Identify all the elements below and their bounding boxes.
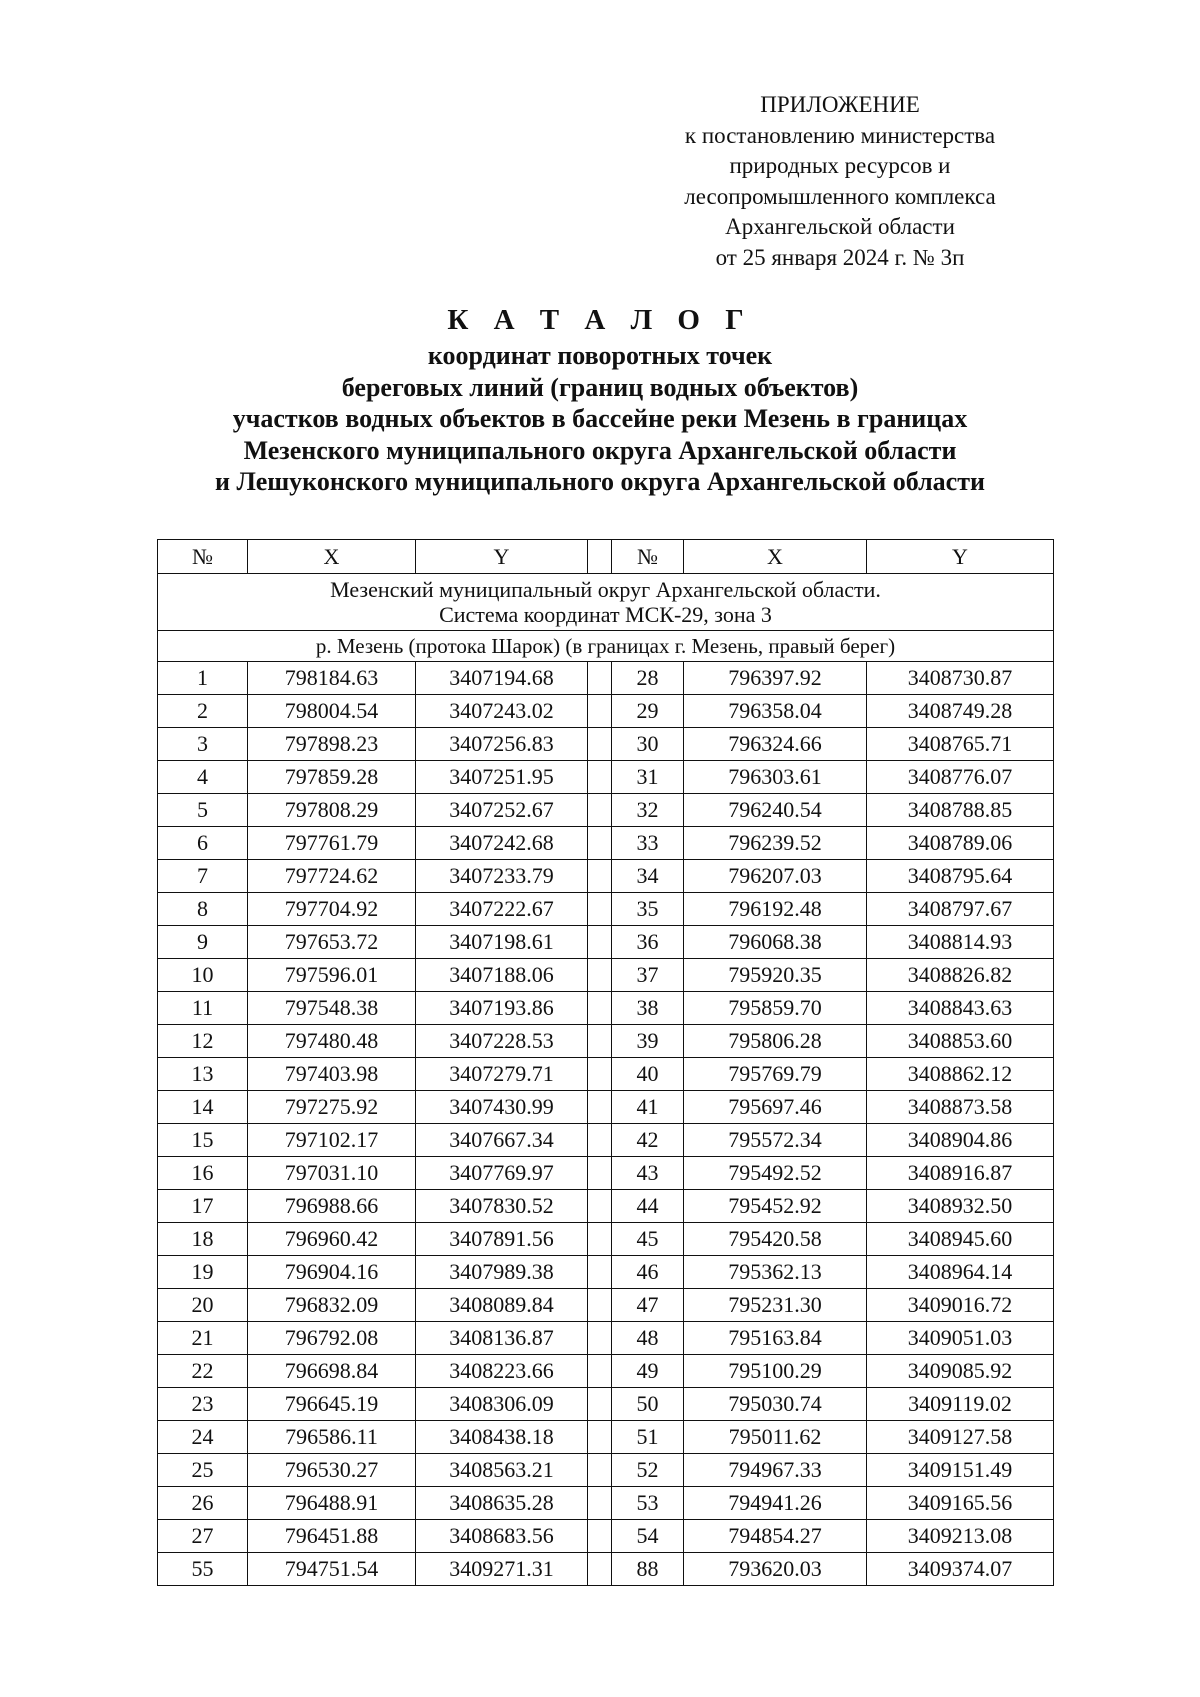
cell-spacer: [588, 893, 612, 926]
cell-x-value: 795806.28: [684, 1025, 867, 1058]
section-coordinate-system: Система координат МСК-29, зона 3: [439, 602, 772, 627]
cell-y-value: 3407193.86: [416, 992, 588, 1025]
cell-point-number: 2: [158, 695, 248, 728]
cell-point-number: 19: [158, 1256, 248, 1289]
cell-y-value: 3408945.60: [867, 1223, 1054, 1256]
cell-point-number: 12: [158, 1025, 248, 1058]
cell-point-number: 21: [158, 1322, 248, 1355]
cell-x-value: 795572.34: [684, 1124, 867, 1157]
cell-point-number: 5: [158, 794, 248, 827]
cell-y-value: 3409051.03: [867, 1322, 1054, 1355]
heading-line: береговых линий (границ водных объектов): [341, 372, 859, 402]
cell-x-value: 796192.48: [684, 893, 867, 926]
table-row: [158, 1190, 1054, 1223]
cell-point-number: 38: [612, 992, 684, 1025]
cell-x-value: 795452.92: [684, 1190, 867, 1223]
cell-point-number: 34: [612, 860, 684, 893]
heading-line: Мезенского муниципального округа Архангельской области: [243, 435, 957, 465]
cell-point-number: 27: [158, 1520, 248, 1553]
cell-y-value: 3408089.84: [416, 1289, 588, 1322]
cell-spacer: [588, 1421, 612, 1454]
cell-point-number: 11: [158, 992, 248, 1025]
cell-x-value: 795030.74: [684, 1388, 867, 1421]
cell-spacer: [588, 1190, 612, 1223]
cell-point-number: 55: [158, 1553, 248, 1586]
cell-point-number: 46: [612, 1256, 684, 1289]
cell-y-value: 3408932.50: [867, 1190, 1054, 1223]
cell-x-value: 795859.70: [684, 992, 867, 1025]
table-row: [158, 1388, 1054, 1421]
cell-y-value: 3408853.60: [867, 1025, 1054, 1058]
column-header-number: №: [612, 540, 684, 574]
cell-x-value: 797102.17: [248, 1124, 416, 1157]
cell-y-value: 3408916.87: [867, 1157, 1054, 1190]
cell-x-value: 796239.52: [684, 827, 867, 860]
cell-y-value: 3409165.56: [867, 1487, 1054, 1520]
appendix-block: [600, 90, 1080, 273]
table-row: [158, 1025, 1054, 1058]
cell-x-value: 795163.84: [684, 1322, 867, 1355]
cell-point-number: 10: [158, 959, 248, 992]
table-row: [158, 1487, 1054, 1520]
cell-y-value: 3408306.09: [416, 1388, 588, 1421]
cell-y-value: 3408635.28: [416, 1487, 588, 1520]
cell-spacer: [588, 728, 612, 761]
cell-x-value: 797653.72: [248, 926, 416, 959]
table-row: [158, 926, 1054, 959]
cell-x-value: 796358.04: [684, 695, 867, 728]
cell-y-value: 3408776.07: [867, 761, 1054, 794]
catalog-title: К А Т А Л О Г: [447, 304, 753, 336]
cell-x-value: 796303.61: [684, 761, 867, 794]
cell-x-value: 795697.46: [684, 1091, 867, 1124]
cell-y-value: 3407279.71: [416, 1058, 588, 1091]
cell-y-value: 3407194.68: [416, 662, 588, 695]
cell-y-value: 3408223.66: [416, 1355, 588, 1388]
cell-y-value: 3407989.38: [416, 1256, 588, 1289]
cell-point-number: 48: [612, 1322, 684, 1355]
cell-point-number: 1: [158, 662, 248, 695]
cell-y-value: 3407251.95: [416, 761, 588, 794]
cell-y-value: 3408789.06: [867, 827, 1054, 860]
column-header-x: X: [248, 540, 416, 574]
cell-point-number: 39: [612, 1025, 684, 1058]
cell-y-value: 3408795.64: [867, 860, 1054, 893]
cell-point-number: 30: [612, 728, 684, 761]
cell-y-value: 3409151.49: [867, 1454, 1054, 1487]
appendix-line: природных ресурсов и: [729, 153, 951, 178]
cell-x-value: 797859.28: [248, 761, 416, 794]
cell-point-number: 6: [158, 827, 248, 860]
cell-y-value: 3408814.93: [867, 926, 1054, 959]
cell-y-value: 3407198.61: [416, 926, 588, 959]
cell-point-number: 9: [158, 926, 248, 959]
table-row: [158, 1520, 1054, 1553]
cell-x-value: 797403.98: [248, 1058, 416, 1091]
cell-point-number: 3: [158, 728, 248, 761]
cell-spacer: [588, 1157, 612, 1190]
table-header-row: [158, 540, 1054, 574]
cell-point-number: 37: [612, 959, 684, 992]
cell-point-number: 23: [158, 1388, 248, 1421]
cell-spacer: [588, 1058, 612, 1091]
cell-spacer: [588, 827, 612, 860]
column-header-number: №: [158, 540, 248, 574]
table-row: [158, 1421, 1054, 1454]
cell-x-value: 797704.92: [248, 893, 416, 926]
cell-x-value: 795769.79: [684, 1058, 867, 1091]
catalog-heading: [0, 303, 1200, 498]
cell-x-value: 797548.38: [248, 992, 416, 1025]
appendix-line: ПРИЛОЖЕНИЕ: [760, 92, 920, 117]
cell-point-number: 31: [612, 761, 684, 794]
cell-spacer: [588, 794, 612, 827]
cell-spacer: [588, 959, 612, 992]
cell-x-value: 796451.88: [248, 1520, 416, 1553]
section-row: [158, 574, 1054, 631]
cell-point-number: 88: [612, 1553, 684, 1586]
cell-y-value: 3408904.86: [867, 1124, 1054, 1157]
cell-point-number: 51: [612, 1421, 684, 1454]
cell-point-number: 28: [612, 662, 684, 695]
cell-x-value: 797031.10: [248, 1157, 416, 1190]
cell-y-value: 3408765.71: [867, 728, 1054, 761]
cell-point-number: 42: [612, 1124, 684, 1157]
appendix-line: Архангельской области: [725, 214, 955, 239]
cell-spacer: [588, 761, 612, 794]
cell-y-value: 3409374.07: [867, 1553, 1054, 1586]
cell-point-number: 18: [158, 1223, 248, 1256]
cell-y-value: 3409085.92: [867, 1355, 1054, 1388]
table-row: [158, 893, 1054, 926]
cell-point-number: 44: [612, 1190, 684, 1223]
heading-line: координат поворотных точек: [427, 341, 773, 370]
table-row: [158, 1289, 1054, 1322]
cell-spacer: [588, 1520, 612, 1553]
cell-point-number: 26: [158, 1487, 248, 1520]
cell-point-number: 20: [158, 1289, 248, 1322]
cell-point-number: 15: [158, 1124, 248, 1157]
cell-point-number: 54: [612, 1520, 684, 1553]
cell-x-value: 797480.48: [248, 1025, 416, 1058]
appendix-line: лесопромышленного комплекса: [684, 183, 996, 209]
cell-x-value: 796207.03: [684, 860, 867, 893]
cell-x-value: 796698.84: [248, 1355, 416, 1388]
cell-point-number: 41: [612, 1091, 684, 1124]
cell-point-number: 16: [158, 1157, 248, 1190]
cell-point-number: 22: [158, 1355, 248, 1388]
cell-y-value: 3408438.18: [416, 1421, 588, 1454]
cell-x-value: 793620.03: [684, 1553, 867, 1586]
cell-x-value: 795231.30: [684, 1289, 867, 1322]
cell-x-value: 796488.91: [248, 1487, 416, 1520]
cell-x-value: 797898.23: [248, 728, 416, 761]
cell-y-value: 3408730.87: [867, 662, 1054, 695]
cell-y-value: 3408862.12: [867, 1058, 1054, 1091]
cell-y-value: 3407769.97: [416, 1157, 588, 1190]
cell-y-value: 3408797.67: [867, 893, 1054, 926]
cell-x-value: 796960.42: [248, 1223, 416, 1256]
cell-x-value: 794751.54: [248, 1553, 416, 1586]
cell-spacer: [588, 860, 612, 893]
cell-x-value: 794854.27: [684, 1520, 867, 1553]
table-row: [158, 1223, 1054, 1256]
cell-y-value: 3408749.28: [867, 695, 1054, 728]
cell-y-value: 3409127.58: [867, 1421, 1054, 1454]
cell-point-number: 4: [158, 761, 248, 794]
cell-y-value: 3407252.67: [416, 794, 588, 827]
table-row: [158, 1355, 1054, 1388]
cell-spacer: [588, 1091, 612, 1124]
cell-x-value: 795362.13: [684, 1256, 867, 1289]
cell-spacer: [588, 926, 612, 959]
cell-y-value: 3407228.53: [416, 1025, 588, 1058]
cell-x-value: 796240.54: [684, 794, 867, 827]
cell-x-value: 796645.19: [248, 1388, 416, 1421]
cell-x-value: 795100.29: [684, 1355, 867, 1388]
cell-spacer: [588, 1322, 612, 1355]
cell-y-value: 3408964.14: [867, 1256, 1054, 1289]
cell-y-value: 3407222.67: [416, 893, 588, 926]
cell-point-number: 14: [158, 1091, 248, 1124]
cell-x-value: 796530.27: [248, 1454, 416, 1487]
cell-spacer: [588, 1355, 612, 1388]
subsection-row: [158, 631, 1054, 662]
cell-x-value: 796832.09: [248, 1289, 416, 1322]
cell-x-value: 796988.66: [248, 1190, 416, 1223]
cell-y-value: 3407256.83: [416, 728, 588, 761]
cell-point-number: 32: [612, 794, 684, 827]
cell-y-value: 3409016.72: [867, 1289, 1054, 1322]
cell-point-number: 43: [612, 1157, 684, 1190]
table-row: [158, 1157, 1054, 1190]
cell-point-number: 29: [612, 695, 684, 728]
cell-x-value: 798184.63: [248, 662, 416, 695]
table-row: [158, 959, 1054, 992]
cell-point-number: 45: [612, 1223, 684, 1256]
appendix-line: к постановлению министерства: [684, 122, 996, 148]
table-row: [158, 827, 1054, 860]
cell-y-value: 3408563.21: [416, 1454, 588, 1487]
cell-x-value: 795920.35: [684, 959, 867, 992]
cell-x-value: 796586.11: [248, 1421, 416, 1454]
cell-x-value: 796397.92: [684, 662, 867, 695]
cell-y-value: 3407188.06: [416, 959, 588, 992]
cell-point-number: 17: [158, 1190, 248, 1223]
cell-x-value: 797724.62: [248, 860, 416, 893]
column-header-y: Y: [867, 540, 1054, 574]
cell-x-value: 795420.58: [684, 1223, 867, 1256]
table-row: [158, 992, 1054, 1025]
cell-y-value: 3409271.31: [416, 1553, 588, 1586]
table-row: [158, 1091, 1054, 1124]
table-row: [158, 761, 1054, 794]
appendix-line: от 25 января 2024 г. № 3п: [715, 244, 965, 270]
cell-y-value: 3407667.34: [416, 1124, 588, 1157]
cell-x-value: 797596.01: [248, 959, 416, 992]
cell-spacer: [588, 1223, 612, 1256]
cell-spacer: [588, 662, 612, 695]
cell-spacer: [588, 1124, 612, 1157]
heading-line: и Лешуконского муниципального округа Архангельской области: [215, 467, 985, 496]
cell-x-value: 797761.79: [248, 827, 416, 860]
cell-point-number: 24: [158, 1421, 248, 1454]
cell-x-value: 797275.92: [248, 1091, 416, 1124]
cell-y-value: 3408136.87: [416, 1322, 588, 1355]
cell-y-value: 3408873.58: [867, 1091, 1054, 1124]
cell-y-value: 3408788.85: [867, 794, 1054, 827]
cell-y-value: 3407891.56: [416, 1223, 588, 1256]
cell-y-value: 3409119.02: [867, 1388, 1054, 1421]
cell-point-number: 13: [158, 1058, 248, 1091]
coordinates-table: [157, 539, 1054, 1586]
cell-x-value: 795492.52: [684, 1157, 867, 1190]
table-row: [158, 1322, 1054, 1355]
cell-x-value: 797808.29: [248, 794, 416, 827]
cell-x-value: 796068.38: [684, 926, 867, 959]
cell-spacer: [588, 695, 612, 728]
cell-spacer: [588, 1454, 612, 1487]
table-row: [158, 1454, 1054, 1487]
cell-x-value: 794941.26: [684, 1487, 867, 1520]
cell-x-value: 796324.66: [684, 728, 867, 761]
cell-y-value: 3407430.99: [416, 1091, 588, 1124]
table-row: [158, 728, 1054, 761]
cell-spacer: [588, 1289, 612, 1322]
column-header-spacer: [588, 540, 612, 574]
column-header-y: Y: [416, 540, 588, 574]
cell-y-value: 3408683.56: [416, 1520, 588, 1553]
cell-spacer: [588, 1388, 612, 1421]
cell-x-value: 798004.54: [248, 695, 416, 728]
table-row: [158, 662, 1054, 695]
cell-y-value: 3407830.52: [416, 1190, 588, 1223]
cell-x-value: 795011.62: [684, 1421, 867, 1454]
cell-spacer: [588, 1553, 612, 1586]
cell-point-number: 8: [158, 893, 248, 926]
cell-spacer: [588, 1256, 612, 1289]
table-row: [158, 794, 1054, 827]
cell-x-value: 796792.08: [248, 1322, 416, 1355]
table-row: [158, 1256, 1054, 1289]
cell-y-value: 3409213.08: [867, 1520, 1054, 1553]
cell-point-number: 50: [612, 1388, 684, 1421]
table-row: [158, 1553, 1054, 1586]
table-row: [158, 695, 1054, 728]
cell-point-number: 52: [612, 1454, 684, 1487]
cell-y-value: 3408843.63: [867, 992, 1054, 1025]
cell-point-number: 7: [158, 860, 248, 893]
column-header-x: X: [684, 540, 867, 574]
cell-spacer: [588, 992, 612, 1025]
section-title: Мезенский муниципальный округ Архангельской области.: [330, 577, 881, 602]
cell-point-number: 25: [158, 1454, 248, 1487]
cell-spacer: [588, 1025, 612, 1058]
cell-point-number: 40: [612, 1058, 684, 1091]
cell-spacer: [588, 1487, 612, 1520]
cell-point-number: 47: [612, 1289, 684, 1322]
table-row: [158, 1058, 1054, 1091]
cell-y-value: 3408826.82: [867, 959, 1054, 992]
cell-point-number: 36: [612, 926, 684, 959]
cell-point-number: 35: [612, 893, 684, 926]
cell-point-number: 33: [612, 827, 684, 860]
cell-x-value: 796904.16: [248, 1256, 416, 1289]
cell-y-value: 3407233.79: [416, 860, 588, 893]
cell-point-number: 53: [612, 1487, 684, 1520]
cell-x-value: 794967.33: [684, 1454, 867, 1487]
table-row: [158, 1124, 1054, 1157]
section-cell: [158, 574, 1054, 631]
subsection-title: р. Мезень (протока Шарок) (в границах г. Мезень, правый берег): [158, 631, 1054, 662]
table-row: [158, 860, 1054, 893]
cell-point-number: 49: [612, 1355, 684, 1388]
heading-line: участков водных объектов в бассейне реки Мезень в границах: [232, 404, 968, 433]
cell-y-value: 3407243.02: [416, 695, 588, 728]
cell-y-value: 3407242.68: [416, 827, 588, 860]
